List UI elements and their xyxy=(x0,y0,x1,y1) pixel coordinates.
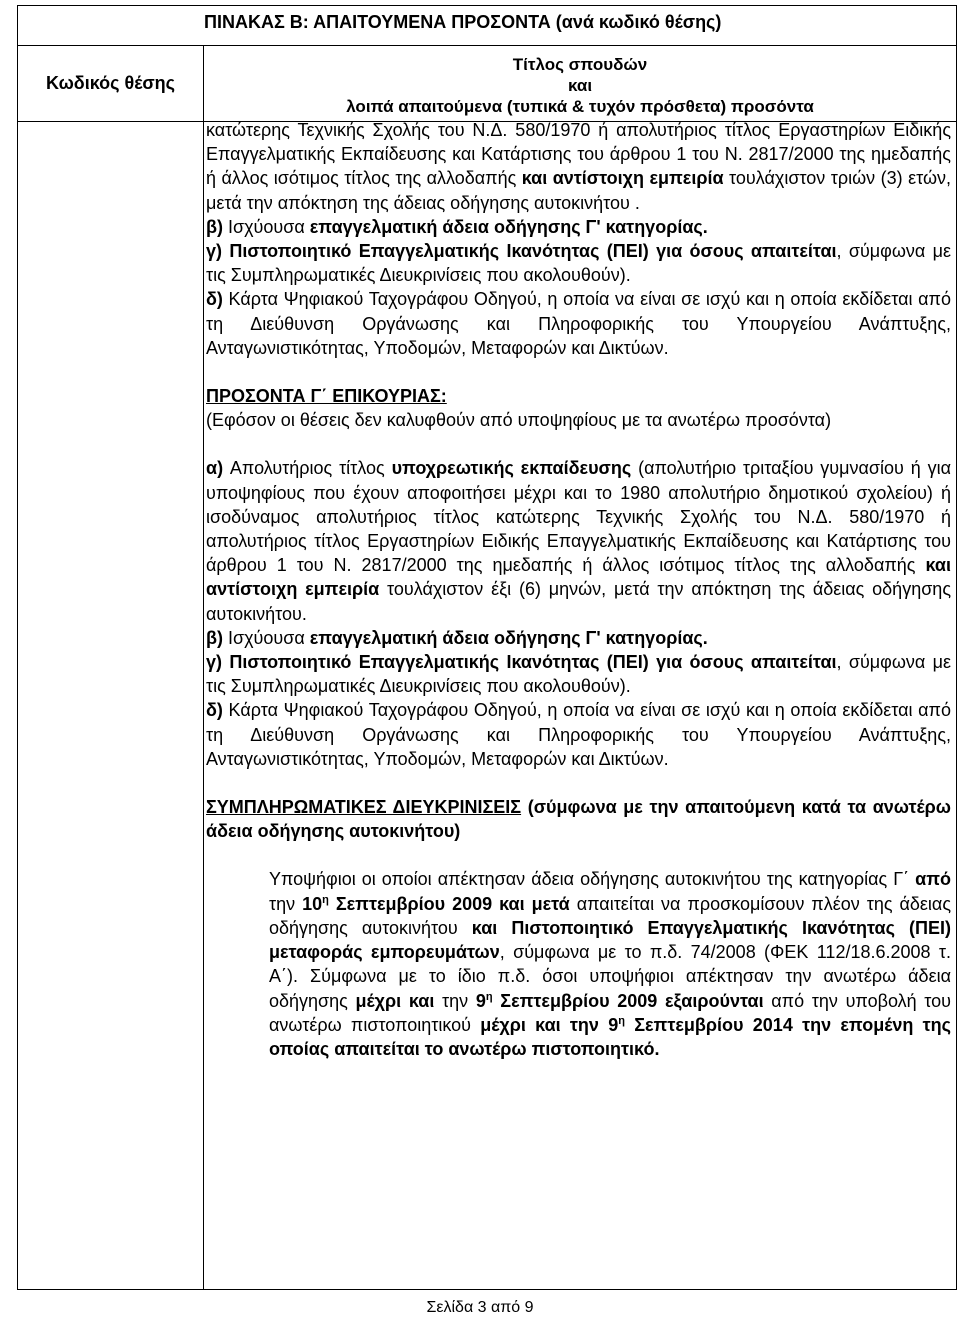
code-cell xyxy=(18,122,204,1290)
requirements-text xyxy=(206,118,951,1061)
column-header-title xyxy=(204,46,957,122)
section-heading-auxiliary: ΠΡΟΣΟΝΤΑ Γ΄ ΕΠΙΚΟΥΡΙΑΣ: xyxy=(206,386,447,407)
auxiliary-note: (Εφόσον οι θέσεις δεν καλυφθούν από υποψηφίους με τα ανωτέρω προσόντα) xyxy=(206,410,832,431)
clarifications-text xyxy=(269,867,951,1061)
table-title: ΠΙΝΑΚΑΣ Β: ΑΠΑΙΤΟΥΜΕΝΑ ΠΡΟΣΟΝΤΑ (ανά κωδικό θέσης) xyxy=(18,6,957,46)
column-header-line-1: Τίτλος σπουδών xyxy=(512,55,648,74)
paragraph-clarification: Υποψήφιοι οι οποίοι απέκτησαν άδεια οδήγησης αυτοκινήτου της κατηγορίας Γ΄ από την $10^\eta$ Σεπτεμβρίου 2009 και μετά απαιτείται να προσκομίσουν πλέον της άδειας οδήγησης αυτοκινήτου και Πιστοποιητικό Επαγγελματικής Ικανότητας (ΠΕΙ) μεταφοράς εμπορευμάτων, σύμφωνα με το π.δ. 74/2008 (ΦΕΚ 112/18.6.2008 τ. Α΄). Σύμφωνα με το ίδιο π.δ. όσοι υποψήφιοι απέκτησαν την ανωτέρω άδεια οδήγησης μέχρι και την $9^\eta$ Σεπτεμβρίου 2009 εξαιρούνται από την υποβολή του ανωτέρω πιστοποιητικού μέχρι και την $9^\eta$ Σεπτεμβρίου 2014 την επομένη της οποίας απαιτείται το ανωτέρω πιστοποιητικό. xyxy=(269,869,952,1059)
column-header-line-2: και xyxy=(567,76,593,95)
column-header-line-3: λοιπά απαιτούμενα (τυπικά & τυχόν πρόσθετα) προσόντα xyxy=(346,97,814,116)
paragraph-qualification-d: δ) Κάρτα Ψηφιακού Ταχογράφου Οδηγού, η οποία να είναι σε ισχύ και η οποία εκδίδεται από τη Διεύθυνση Οργάνωσης και Πληροφορικής του Υπουργείου Ανάπτυξης, Ανταγωνιστικότητας, Υποδομών, Μεταφορών και Δικτύων. xyxy=(206,289,951,358)
paragraph-qualification-a: κατώτερης Τεχνικής Σχολής του Ν.Δ. 580/1970 ή απολυτήριος τίτλος Εργαστηρίων Ειδικής Επαγγελματικής Εκπαίδευσης και Κατάρτισης του άρθρου 1 του Ν. 2817/2000 της ημεδαπής ή άλλος ισότιμος τίτλος της αλλοδαπής και αντίστοιχη εμπειρία τουλάχιστον τριών (3) ετών, μετά την απόκτηση της άδειας οδήγησης αυτοκινήτου . xyxy=(206,120,952,213)
paragraph-auxiliary-c: γ) Πιστοποιητικό Επαγγελματικής Ικανότητας (ΠΕΙ) για όσους απαιτείται, σύμφωνα με τις Συμπληρωματικές Διευκρινίσεις που ακολουθούν). xyxy=(206,652,951,697)
column-header-code: Κωδικός θέσης xyxy=(18,46,204,122)
paragraph-qualification-c: γ) Πιστοποιητικό Επαγγελματικής Ικανότητας (ΠΕΙ) για όσους απαιτείται, σύμφωνα με τις Συμπληρωματικές Διευκρινίσεις που ακολουθούν). xyxy=(206,241,951,286)
paragraph-auxiliary-a: α) Απολυτήριος τίτλος υποχρεωτικής εκπαίδευσης (απολυτήριο τριταξίου γυμνασίου ή για υποψηφίους που έχουν αποφοιτήσει μέχρι και το 1980 απολυτήριο δημοτικού σχολείου) ή ισοδύναμος απολυτήριος τίτλος κατώτερης Τεχνικής Σχολής του Ν.Δ. 580/1970 ή απολυτήριος τίτλος Εργαστηρίων Ειδικής Επαγγελματικής Εκπαίδευσης και Κατάρτισης του άρθρου 1 του Ν. 2817/2000 της ημεδαπής ή άλλος ισότιμος τίτλος της αλλοδαπής και αντίστοιχη εμπειρία τουλάχιστον έξι (6) μηνών, μετά την απόκτηση της άδειας οδήγησης αυτοκινήτου. xyxy=(206,458,952,624)
paragraph-auxiliary-d: δ) Κάρτα Ψηφιακού Ταχογράφου Οδηγού, η οποία να είναι σε ισχύ και η οποία εκδίδεται από τη Διεύθυνση Οργάνωσης και Πληροφορικής του Υπουργείου Ανάπτυξης, Ανταγωνιστικότητας, Υποδομών, Μεταφορών και Δικτύων. xyxy=(206,700,951,769)
page-number: Σελίδα 3 από 9 xyxy=(426,1299,534,1316)
paragraph-auxiliary-b: β) Ισχύουσα επαγγελματική άδεια οδήγησης Γ' κατηγορίας. xyxy=(206,627,708,648)
paragraph-qualification-b: β) Ισχύουσα επαγγελματική άδεια οδήγησης Γ' κατηγορίας. xyxy=(206,216,708,237)
section-heading-clarifications: ΣΥΜΠΛΗΡΩΜΑΤΙΚΕΣ ΔΙΕΥΚΡΙΝΙΣΕΙΣ (σύμφωνα με την απαιτούμενη κατά τα ανωτέρω άδεια οδήγησης αυτοκινήτου) xyxy=(206,797,951,842)
